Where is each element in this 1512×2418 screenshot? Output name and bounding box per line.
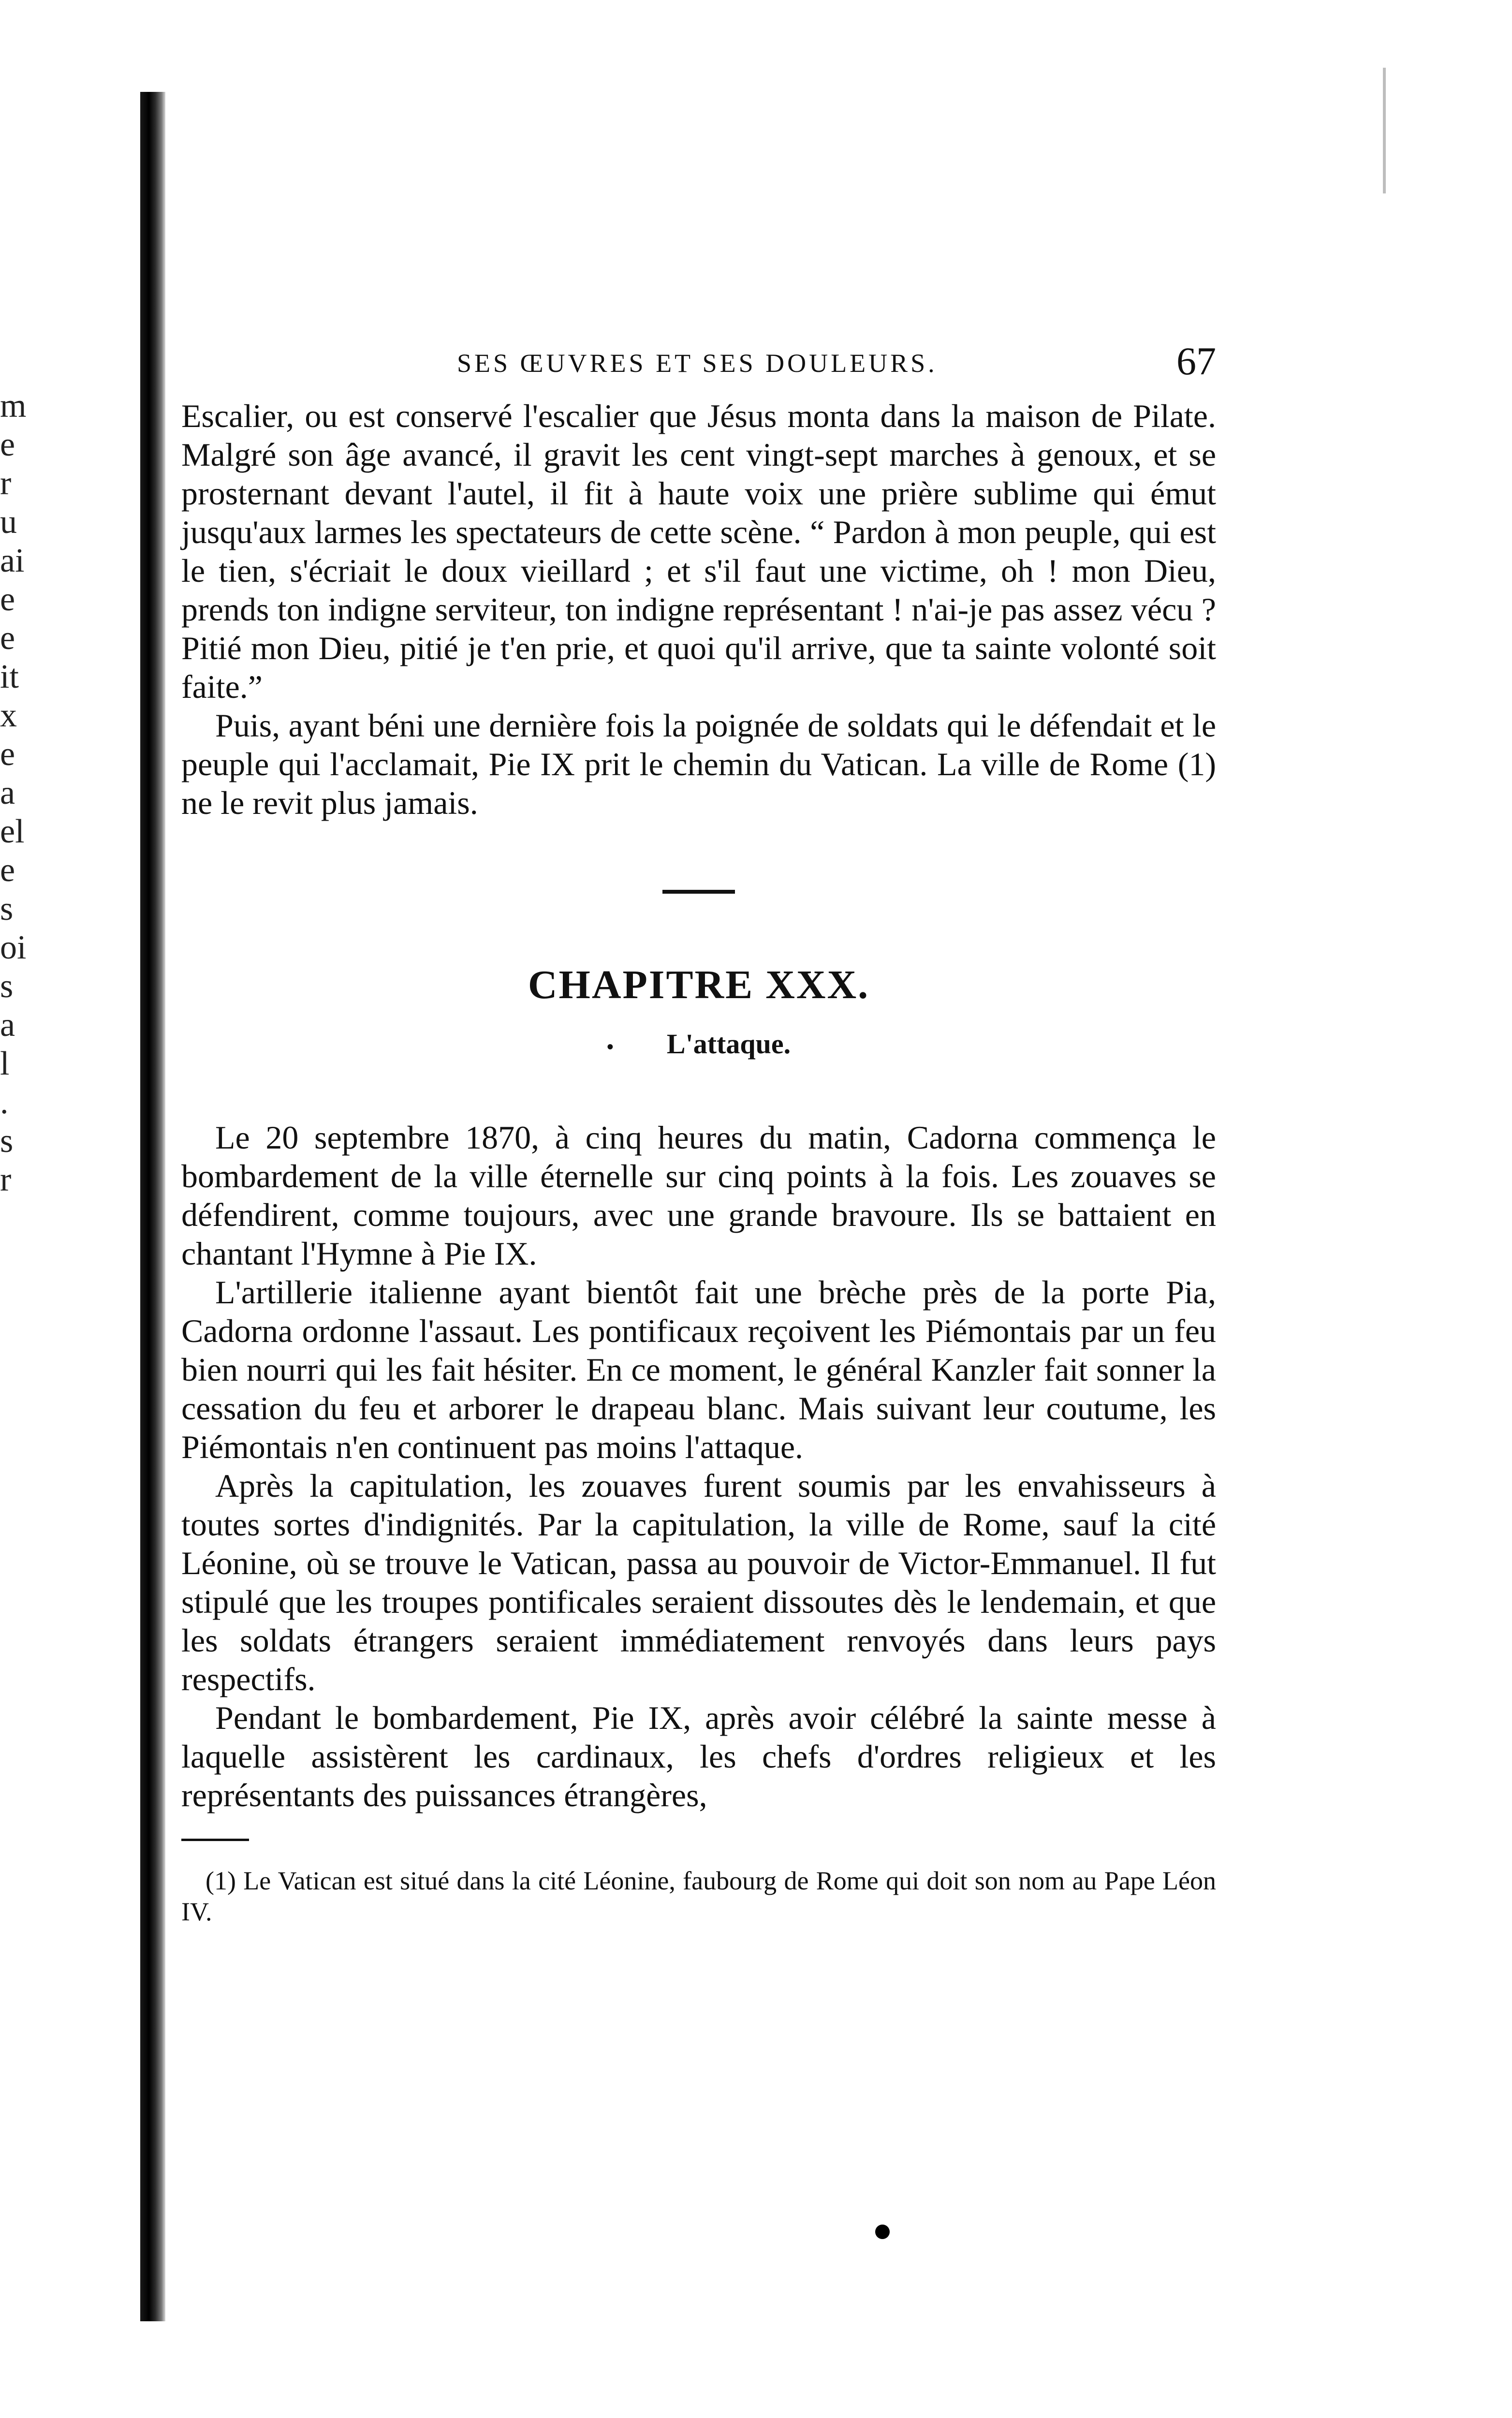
fragment: s — [0, 968, 14, 1005]
fragment: e — [0, 736, 15, 773]
fragment: it — [0, 658, 19, 695]
fragment: e — [0, 581, 15, 618]
facing-page-fragments — [0, 387, 68, 1199]
fragment: s — [0, 1122, 14, 1160]
fragment: e — [0, 619, 15, 657]
footnote: (1) Le Vatican est situé dans la cité Léonine, faubourg de Rome qui doit son nom au Pape Léon IV. — [181, 1866, 1216, 1926]
fragment: l — [0, 1045, 10, 1082]
paragraph: Pendant le bombardement, Pie IX, après avoir célébré la sainte messe à laquelle assistèrent les cardinaux, les chefs d'ordres religieux et les représentants des puissances étrangères, — [181, 1699, 1216, 1814]
fragment: x — [0, 697, 17, 734]
paragraph: Le 20 septembre 1870, à cinq heures du matin, Cadorna commença le bombardement de la ville éternelle sur cinq points à la fois. Les zouaves se défendirent, comme toujours, avec une grande bravoure. Ils se battaient en chantant l'Hymne à Pie IX. — [181, 1119, 1216, 1272]
fragment: . — [0, 1084, 9, 1121]
fragment: a — [0, 774, 15, 811]
fragment: e — [0, 852, 15, 889]
fragment: oi — [0, 929, 27, 966]
paragraph: Après la capitulation, les zouaves furent soumis par les envahisseurs à toutes sortes d'indignités. Par la capitulation, la ville de Rome, sauf la cité Léonine, où se trouve le Vatican, passa au pouvoir de Victor-Emmanuel. Il fut stipulé que les troupes pontificales seraient dissoutes dès le lendemain, et que les soldats étrangers seraient immédiatement renvoyés dans leurs pays respectifs. — [181, 1467, 1216, 1697]
chapter-title: CHAPITRE XXX. — [528, 962, 870, 1007]
running-title: SES ŒUVRES ET SES DOULEURS. — [457, 349, 938, 378]
binding-gutter — [140, 92, 165, 2321]
book-page — [181, 339, 1216, 1927]
paragraph: Puis, ayant béni une dernière fois la poignée de soldats qui le défendait et le peuple qui l'acclamait, Pie IX prit le chemin du Vatican. La ville de Rome (1) ne le revit plus jamais. — [181, 707, 1216, 821]
running-head — [181, 339, 1216, 397]
fragment: ai — [0, 542, 25, 579]
ink-speck — [875, 2225, 890, 2239]
fragment: e — [0, 426, 15, 463]
paragraph: L'artillerie italienne ayant bientôt fait une brèche près de la porte Pia, Cadorna ordonne l'assaut. Les pontificaux reçoivent les Piémontais par un feu bien nourri qui les fait hésiter. En ce moment, le général Kanzler fait sonner la cessation du feu et arborer le drapeau blanc. Mais suivant leur coutume, les Piémontais n'en continuent pas moins l'attaque. — [181, 1274, 1216, 1465]
fragment: s — [0, 890, 14, 928]
scan-edge-mark — [1383, 68, 1386, 193]
fragment: r — [0, 465, 12, 502]
fragment: u — [0, 503, 17, 541]
page-number: 67 — [1176, 339, 1216, 383]
fragment: r — [0, 1161, 12, 1198]
paragraph: Escalier, ou est conservé l'escalier que Jésus monta dans la maison de Pilate. Malgré son âge avancé, il gravit les cent vingt-sept marches à genoux, et se prosternant devant l'autel, il fit à haute voix une prière sublime qui émut jusqu'aux larmes les spectateurs de cette scène. “ Pardon à mon peuple, qui est le tien, s'écriait le doux vieillard ; et s'il faut une victime, oh ! mon Dieu, prends ton indigne serviteur, ton indigne représentant ! n'ai-je pas assez vécu ? Pitié mon Dieu, pitié je t'en prie, et quoi qu'il arrive, que ta sainte volonté soit faite.” — [181, 398, 1216, 705]
section-divider — [662, 890, 735, 894]
fragment: a — [0, 1006, 15, 1044]
chapter-body — [181, 1118, 1216, 1814]
footnote-rule — [181, 1839, 249, 1841]
chapter-subtitle: • L'attaque. — [181, 1028, 1216, 1060]
fragment: el — [0, 813, 25, 850]
fragment: m — [0, 387, 27, 425]
